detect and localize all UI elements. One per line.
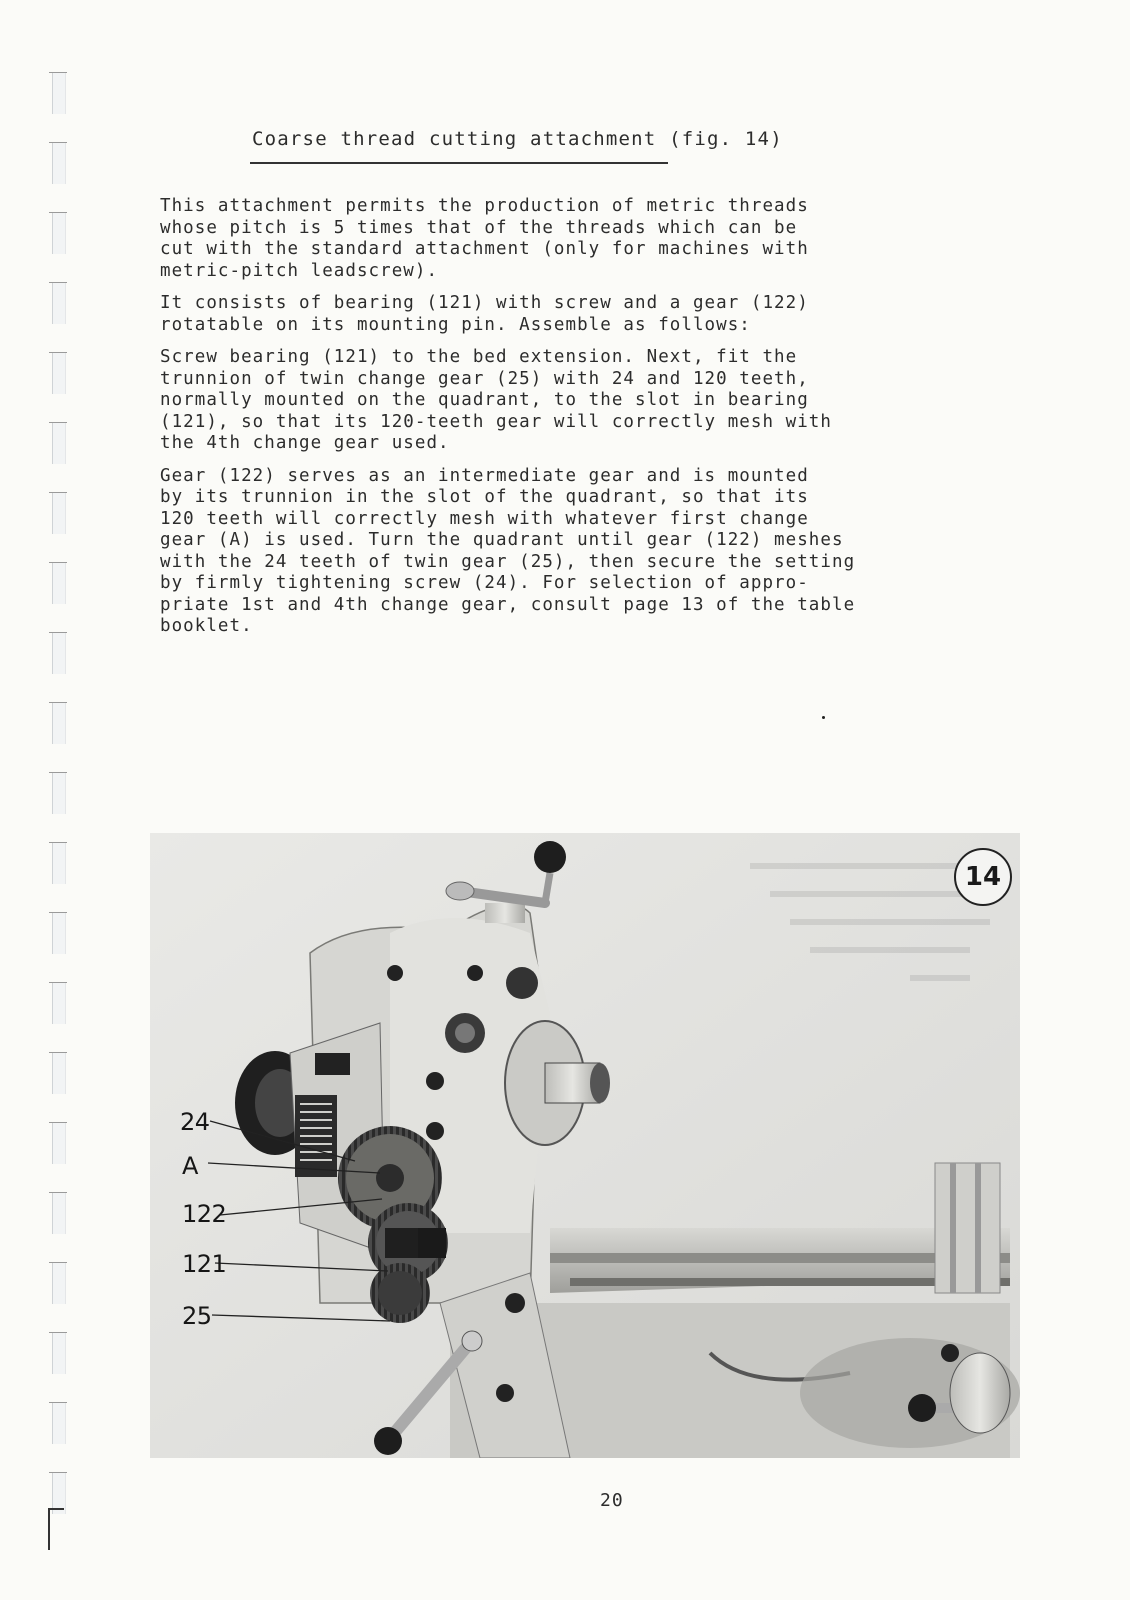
paragraph-components [160,293,960,336]
text-line: gear (A) is used. Turn the quadrant until gear (122) meshes [160,530,844,550]
text-line: (121), so that its 120-teeth gear will correctly mesh with [160,411,832,432]
callout-label: A [182,1152,198,1180]
paragraph-gear-setup [160,466,960,638]
text-line: with the 24 teeth of twin gear (25), then secure the setting [160,551,856,572]
binding-clip [48,1508,64,1550]
callout-label: 121 [182,1250,227,1278]
callout-label: 25 [182,1302,212,1330]
paragraph-intro [160,196,960,282]
text-line: cut with the standard attachment (only for machines with [160,239,809,259]
text-line: priate 1st and 4th change gear, consult page 13 of the table [160,594,856,615]
stray-mark [822,716,825,719]
text-line: Screw bearing (121) to the bed extension. Next, fit the [160,347,798,367]
text-line: This attachment permits the production of metric threads [160,196,809,216]
text-line: whose pitch is 5 times that of the threads which can be [160,217,798,238]
text-line: 120 teeth will correctly mesh with whatever first change [160,508,809,529]
text-line: It consists of bearing (121) with screw and a gear (122) [160,293,809,313]
text-line: the 4th change gear used. [160,433,450,453]
text-line: Gear (122) serves as an intermediate gear and is mounted [160,465,809,486]
text-line: by firmly tightening screw (24). For selection of appro- [160,573,809,593]
binding-holes [44,60,70,1550]
page-number: 20 [600,1490,624,1511]
text-line: normally mounted on the quadrant, to the slot in bearing [160,390,809,410]
text-line: booklet. [160,616,253,636]
heading-underline [250,162,668,164]
lathe-photograph [150,833,1020,1458]
figure-number-badge: 14 [954,848,1012,906]
text-line: metric-pitch leadscrew). [160,260,439,281]
callout-label: 24 [180,1108,210,1136]
paragraph-assembly [160,347,960,455]
callout-label: 122 [182,1200,227,1228]
text-line: rotatable on its mounting pin. Assemble as follows: [160,314,751,335]
section-heading: Coarse thread cutting attachment (fig. 14) [252,128,783,150]
text-line: by its trunnion in the slot of the quadrant, so that its [160,487,809,507]
text-line: trunnion of twin change gear (25) with 24 and 120 teeth, [160,368,809,389]
body-text [160,196,960,649]
